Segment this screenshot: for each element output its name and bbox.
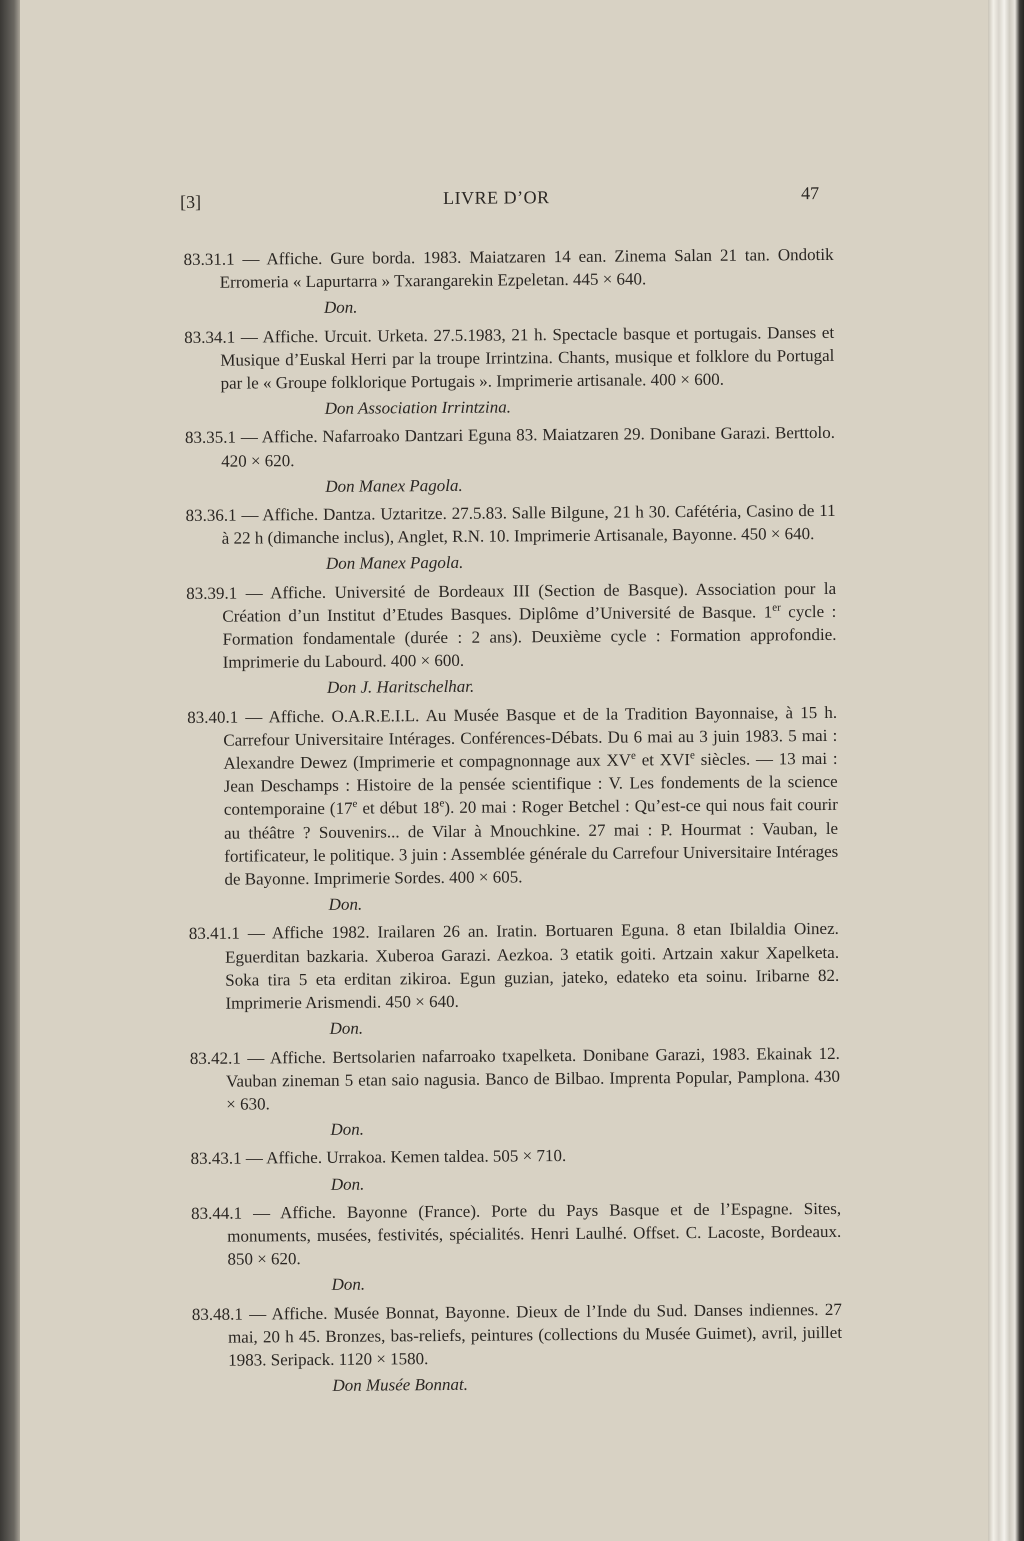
entry-text: 83.36.1 — Affiche. Dantza. Uztaritze. 27.5.83. Salle Bilgune, 21 h 30. Cafétéria, Casino de 11 à 22 h (dimanche inclus), Anglet, R.N. 10. Imprimerie Artisanale, Bayonne. 450 × 640. bbox=[185, 500, 836, 548]
entry-text: 83.35.1 — Affiche. Nafarroako Dantzari Eguna 83. Maiatzaren 29. Donibane Garazi. Berttolo. 420 × 620. bbox=[184, 423, 836, 471]
entry-text: 83.44.1 — Affiche. Bayonne (France). Porte du Pays Basque et de l’Espagne. Sites, monuments, musées, festivités, spécialités. Henri Laulhé. Offset. C. Lacoste, Bordeaux. 850 × 620. bbox=[190, 1198, 842, 1269]
entry-text: 83.41.1 — Affiche 1982. Irailaren 26 an. Iratin. Bortuaren Eguna. 8 etan Ibilaldia Oinez. Eguerditan bazkaria. Xuberoa Garazi. Aezkoa. 3 etatik goiti. Artzain xakur Xapelketa. Soka tira 5 eta erditan zikiroa. Egun guzian, jateko, edateko eta soinu. Iribarne 82. Imprimerie Arismendi. 450 × 640. bbox=[188, 919, 840, 1013]
donor-line: Don Association Irrintzina. bbox=[324, 397, 512, 419]
superscript: er bbox=[772, 601, 781, 614]
catalog-entry bbox=[191, 1142, 841, 1170]
page-edges bbox=[988, 0, 1024, 1541]
page-number: 47 bbox=[800, 183, 820, 204]
superscript: e bbox=[439, 797, 445, 810]
superscript: e bbox=[352, 798, 358, 811]
entry-text: ). 20 mai : Roger Betchel : Qu’est-ce qui nous fait courir au théâtre ? Souvenirs... de Vilar à Mnouchkine. 27 mai : P. Hourmat : Vauban, le fortificateur, le politique. 3 juin : Assemblée générale du Carrefour Universitaire Intérages de Bayonne. Imprimerie Sordes. 400 × 605. bbox=[223, 795, 839, 889]
entry-text: 83.42.1 — Affiche. Bertsolarien nafarroako txapelketa. Donibane Garazi, 1983. Ekainak 12. Vauban zineman 5 etan saio nagusia. Banco de Bilbao. Imprenta Popular, Pamplona. 430 × 630. bbox=[189, 1043, 841, 1114]
entry-text: siècles. — 13 mai : Jean Deschamps : Histoire de la pensée scientifique : V. Les fondements de la science contemporaine (17 bbox=[223, 748, 838, 820]
superscript: e bbox=[689, 749, 695, 762]
entry-text: 83.48.1 — Affiche. Musée Bonnat, Bayonne. Dieux de l’Inde du Sud. Danses indiennes. 27 mai, 20 h 45. Bronzes, bas-reliefs, peintures (collections du Musée Guimet), avril, juillet 1983. Seripack. 1120 × 1580. bbox=[191, 1299, 843, 1370]
running-title: LIVRE D’OR bbox=[443, 187, 550, 208]
donor-line: Don. bbox=[330, 1119, 365, 1139]
entry-text: 83.40.1 — Affiche. O.A.R.E.I.L. Au Musée Basque et de la Tradition Bayonnaise, à 15 h. Carrefour Universitaire Intérages. Conférences-Débats. Du 6 mai au 3 juin 1983. 5 mai : Alexandre Dewez (Imprimerie et compagnonnage aux XV bbox=[187, 702, 838, 773]
catalog-entry bbox=[189, 917, 840, 1015]
catalog-entry bbox=[187, 701, 838, 892]
catalog-entry bbox=[185, 421, 835, 473]
entry-text: 83.34.1 — Affiche. Urcuit. Urketa. 27.5.1983, 21 h. Spectacle basque et portugais. Danses et Musique d’Euskal Herri par la troupe Irrintzina. Chants, musique et folklore du Portugal par le « Groupe folklorique Portugais ». Imprimerie artisanale. 400 × 600. bbox=[184, 322, 835, 393]
entry-text: 83.43.1 — Affiche. Urrakoa. Kemen taldea. 505 × 710. bbox=[190, 1146, 567, 1169]
catalog-entry bbox=[184, 321, 835, 396]
entry-text: cycle : Formation fondamentale (durée : 2 ans). Deuxième cycle : Formation approfondie. Imprimerie du Labourd. 400 × 600. bbox=[222, 601, 837, 672]
catalog-entry bbox=[190, 1041, 841, 1116]
donor-line: Don Manex Pagola. bbox=[325, 553, 464, 574]
document-page bbox=[180, 183, 843, 1403]
donor-line: Don. bbox=[328, 894, 363, 915]
catalog-entries bbox=[183, 243, 842, 1398]
running-header bbox=[180, 183, 833, 228]
donor-line: Don J. Haritschelhar. bbox=[326, 677, 475, 698]
donor-line: Don. bbox=[323, 298, 358, 318]
section-number: [3] bbox=[180, 191, 202, 213]
book-spine-shadow bbox=[0, 0, 20, 1541]
entry-text: et début 18 bbox=[357, 798, 440, 819]
entry-text: 83.31.1 — Affiche. Gure borda. 1983. Maiatzaren 14 ean. Zinema Salan 21 tan. Ondotik Erromeria « Lapurtarra » Txarangarekin Ezpeletan. 445 × 640. bbox=[183, 244, 834, 292]
catalog-entry bbox=[192, 1297, 843, 1372]
superscript: e bbox=[630, 749, 636, 762]
donor-line: Don Musée Bonnat. bbox=[332, 1374, 468, 1396]
donor-line: Don. bbox=[331, 1274, 366, 1295]
catalog-entry bbox=[186, 577, 837, 675]
catalog-entry bbox=[191, 1197, 842, 1272]
catalog-entry bbox=[185, 499, 835, 551]
donor-line: Don Manex Pagola. bbox=[325, 475, 463, 496]
donor-line: Don. bbox=[329, 1018, 364, 1039]
entry-text: 83.39.1 — Affiche. Université de Bordeaux III (Section de Basque). Association pour la Création d’un Institut d’Etudes Basques. Diplôme d’Université de Basque. 1 bbox=[186, 578, 837, 626]
catalog-entry bbox=[183, 243, 833, 295]
entry-text: et XVI bbox=[635, 750, 691, 770]
donor-line: Don. bbox=[330, 1174, 365, 1194]
